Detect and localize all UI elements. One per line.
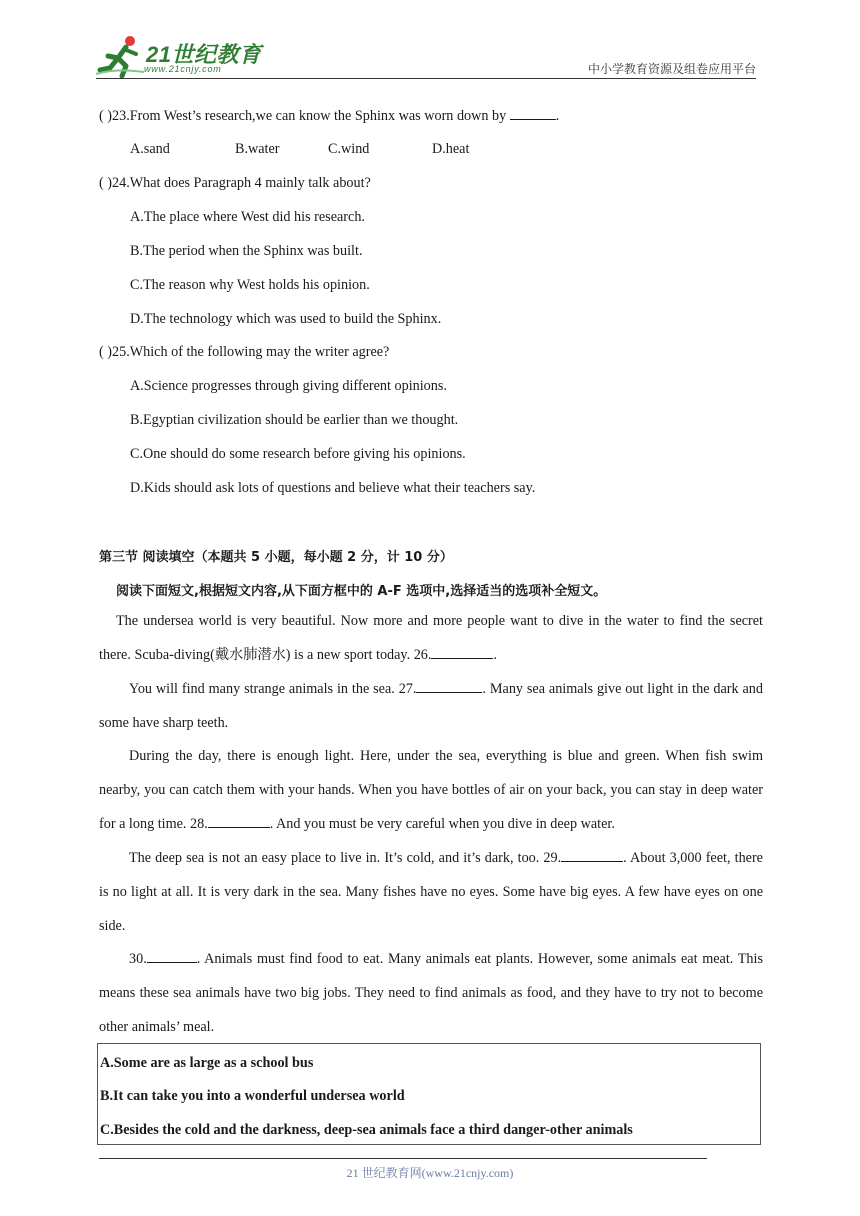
passage-paragraph-1: The undersea world is very beautiful. Now more and more people want to dive in the water to find the secret there. Scuba-diving(戴水肺潜水) is a new sport today. 26. . xyxy=(99,613,763,663)
option-b: B.Egyptian civilization should be earlier than we thought. xyxy=(130,412,459,428)
question-24 xyxy=(99,175,371,192)
option-a: A.The place where West did his research. xyxy=(130,209,365,225)
question-23: ( )23.From West’s research,we can know the Sphinx was worn down by . xyxy=(99,108,560,124)
option-d: D.Kids should ask lots of questions and believe what their teachers say. xyxy=(130,480,536,496)
answer-bracket: ( ) xyxy=(99,108,112,124)
option-c: C.The reason why West holds his opinion. xyxy=(130,277,370,293)
logo-text: 21世纪教育 xyxy=(146,42,262,67)
passage-paragraph-4: The deep sea is not an easy place to live in. It’s cold, and it’s dark, too. 29. . About 3,000 feet, there is no light at all. It is very dark in the sea. Many fishes have no eyes. Some have big eyes. A few have eyes on one side. xyxy=(99,850,763,934)
passage-paragraph-2: You will find many strange animals in the sea. 27. . Many sea animals give out light in the dark and some have sharp teeth. xyxy=(99,681,763,731)
option-a: A.Science progresses through giving different opinions. xyxy=(130,378,447,394)
question-stem: 24.What does Paragraph 4 mainly talk about? xyxy=(112,175,371,191)
runner-icon xyxy=(96,34,148,78)
answer-blank-27 xyxy=(416,680,482,693)
option-c: C.wind xyxy=(328,141,370,157)
answer-blank-30 xyxy=(147,950,197,963)
answer-bracket: ( ) xyxy=(99,344,112,360)
header-divider xyxy=(96,78,756,79)
platform-label: 中小学教育资源及组卷应用平台 xyxy=(587,62,756,76)
passage-paragraph-5: 30. . Animals must find food to eat. Many animals eat plants. However, some animals eat meat. This means these sea animals have two big jobs. They need to find animals as food, and they have to try not to become other animals’ meal. xyxy=(99,951,763,1035)
answer-blank-26 xyxy=(431,646,493,659)
choices-box xyxy=(97,1043,761,1145)
answer-blank xyxy=(510,107,556,120)
option-a: A.sand xyxy=(130,141,170,157)
choice-c: C.Besides the cold and the darkness, deep-sea animals face a third danger-other animals xyxy=(100,1122,633,1138)
page-footer: 21 世纪教育网(www.21cnjy.com) xyxy=(346,1166,514,1180)
option-c: C.One should do some research before giving his opinions. xyxy=(130,446,466,462)
passage-paragraph-3: During the day, there is enough light. Here, under the sea, everything is blue and green. When fish swim nearby, you can catch them with your hands. When you have bottles of air on your back, you can stay in deep water for a long time. 28. . And you must be very careful when you dive in deep water. xyxy=(99,748,763,832)
section-title: 第三节 阅读填空（本题共 5 小题，每小题 2 分，计 10 分） xyxy=(99,550,453,565)
question-25 xyxy=(99,344,389,361)
footer-divider xyxy=(99,1158,707,1159)
option-b: B.The period when the Sphinx was built. xyxy=(130,243,363,259)
answer-bracket: ( ) xyxy=(99,175,112,191)
question-23-options xyxy=(130,141,469,158)
answer-blank-28 xyxy=(208,815,270,828)
page-header xyxy=(96,34,756,80)
answer-blank-29 xyxy=(561,849,623,862)
option-b: B.water xyxy=(235,141,280,157)
section-instruction: 阅读下面短文,根据短文内容,从下面方框中的 A-F 选项中,选择适当的选项补全短文。 xyxy=(116,584,607,599)
site-logo xyxy=(96,34,266,78)
option-d: D.heat xyxy=(432,141,470,157)
choice-b: B.It can take you into a wonderful undersea world xyxy=(100,1088,405,1104)
choice-a: A.Some are as large as a school bus xyxy=(100,1055,314,1071)
logo-url: www.21cnjy.com xyxy=(144,64,222,74)
question-stem: 23.From West’s research,we can know the Sphinx was worn down by xyxy=(112,108,510,124)
option-d: D.The technology which was used to build the Sphinx. xyxy=(130,311,442,327)
question-stem: 25.Which of the following may the writer agree? xyxy=(112,344,390,360)
